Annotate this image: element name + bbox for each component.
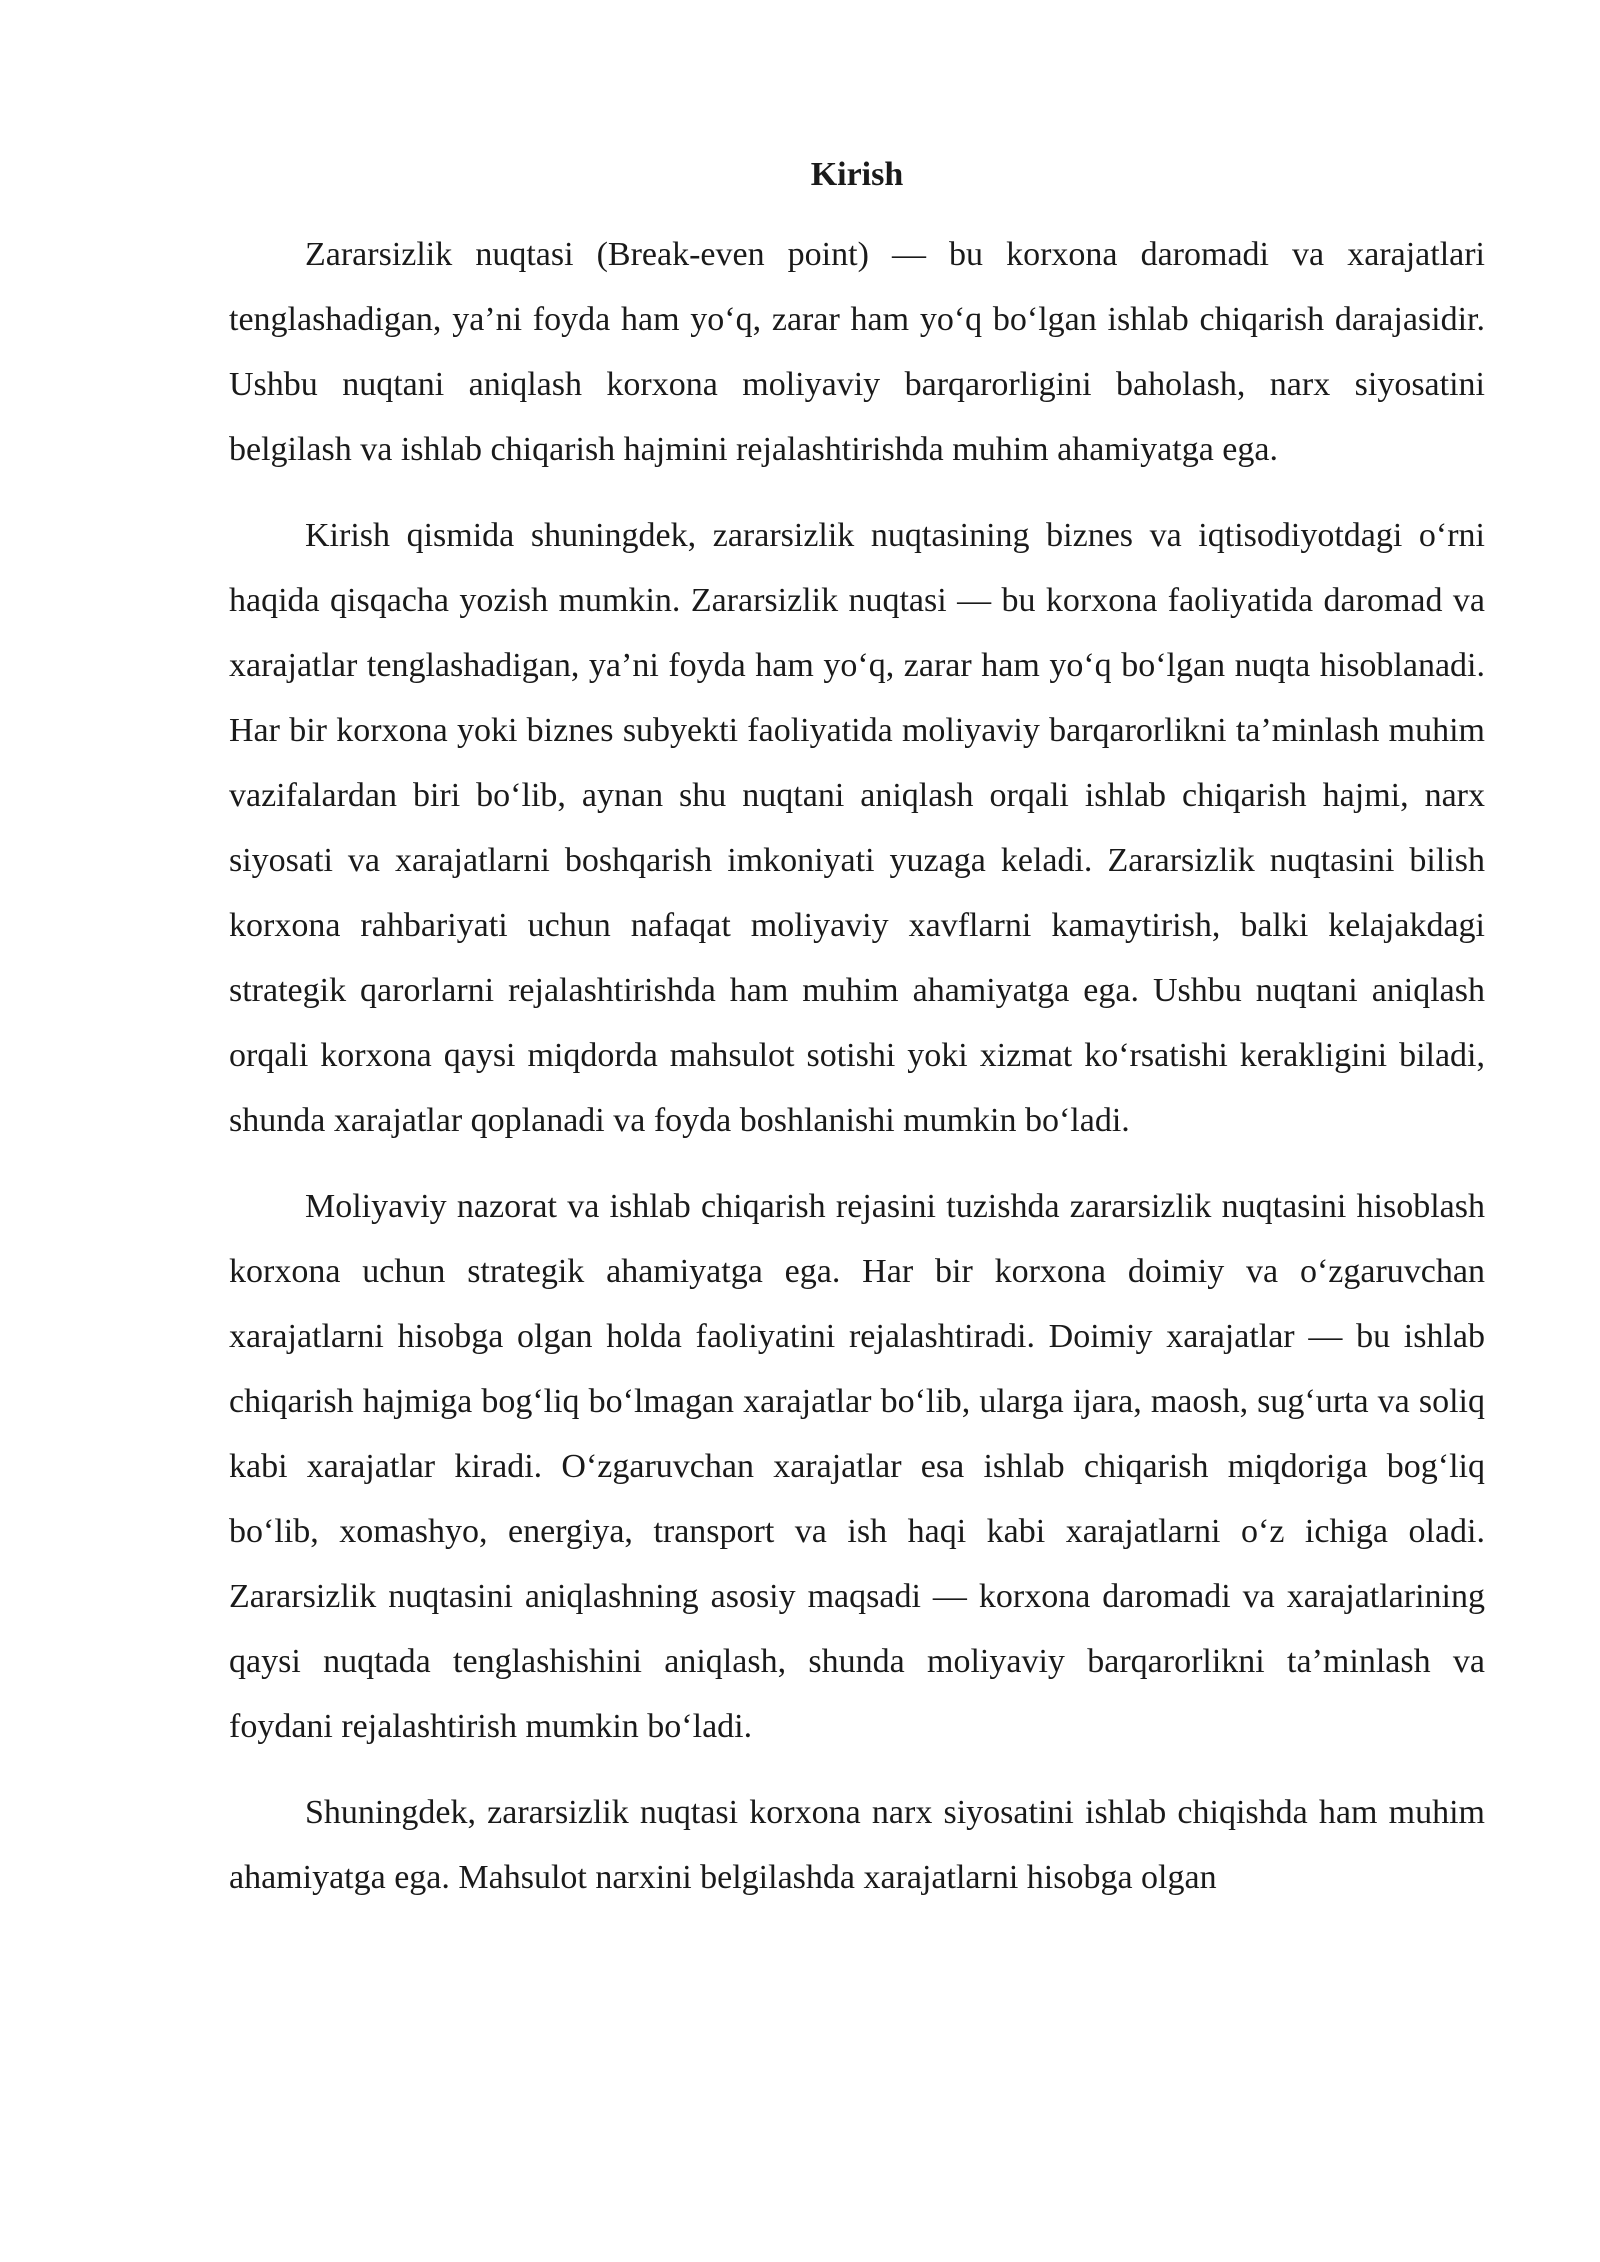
- document-body: [229, 148, 1485, 1910]
- paragraph-2: Kirish qismida shuningdek, zararsizlik nuqtasining biznes va iqtisodiyotdagi o‘rni haqida qisqacha yozish mumkin. Zararsizlik nuqtasi — bu korxona faoliyatida daromad va xarajatlar tenglashadigan, ya’ni foyda ham yo‘q, zarar ham yo‘q bo‘lgan nuqta hisoblanadi. Har bir korxona yoki biznes subyekti faoliyatida moliyaviy barqarorlikni ta’minlash muhim vazifalardan biri bo‘lib, aynan shu nuqtani aniqlash orqali ishlab chiqarish hajmi, narx siyosati va xarajatlarni boshqarish imkoniyati yuzaga keladi. Zararsizlik nuqtasini bilish korxona rahbariyati uchun nafaqat moliyaviy xavflarni kamaytirish, balki kelajakdagi strategik qarorlarni rejalashtirishda ham muhim ahamiyatga ega. Ushbu nuqtani aniqlash orqali korxona qaysi miqdorda mahsulot sotishi yoki xizmat ko‘rsatishi kerakligini biladi, shunda xarajatlar qoplanadi va foyda boshlanishi mumkin bo‘ladi.: [229, 517, 1485, 1139]
- page-title: Kirish: [810, 156, 904, 193]
- paragraph-4: Shuningdek, zararsizlik nuqtasi korxona narx siyosatini ishlab chiqishda ham muhim ahamiyatga ega. Mahsulot narxini belgilashda xarajatlarni hisobga olgan: [229, 1794, 1485, 1896]
- paragraph-1: Zararsizlik nuqtasi (Break-even point) — bu korxona daromadi va xarajatlari tenglashadigan, ya’ni foyda ham yo‘q, zarar ham yo‘q bo‘lgan ishlab chiqarish darajasidir. Ushbu nuqtani aniqlash korxona moliyaviy barqarorligini baholash, narx siyosatini belgilash va ishlab chiqarish hajmini rejalashtirishda muhim ahamiyatga ega.: [229, 236, 1485, 468]
- paragraph-3: Moliyaviy nazorat va ishlab chiqarish rejasini tuzishda zararsizlik nuqtasini hisoblash korxona uchun strategik ahamiyatga ega. Har bir korxona doimiy va o‘zgaruvchan xarajatlarni hisobga olgan holda faoliyatini rejalashtiradi. Doimiy xarajatlar — bu ishlab chiqarish hajmiga bog‘liq bo‘lmagan xarajatlar bo‘lib, ularga ijara, maosh, sug‘urta va soliq kabi xarajatlar kiradi. O‘zgaruvchan xarajatlar esa ishlab chiqarish miqdoriga bog‘liq bo‘lib, xomashyo, energiya, transport va ish haqi kabi xarajatlarni o‘z ichiga oladi. Zararsizlik nuqtasini aniqlashning asosiy maqsadi — korxona daromadi va xarajatlarining qaysi nuqtada tenglashishini aniqlash, shunda moliyaviy barqarorlikni ta’minlash va foydani rejalashtirish mumkin bo‘ladi.: [229, 1188, 1485, 1745]
